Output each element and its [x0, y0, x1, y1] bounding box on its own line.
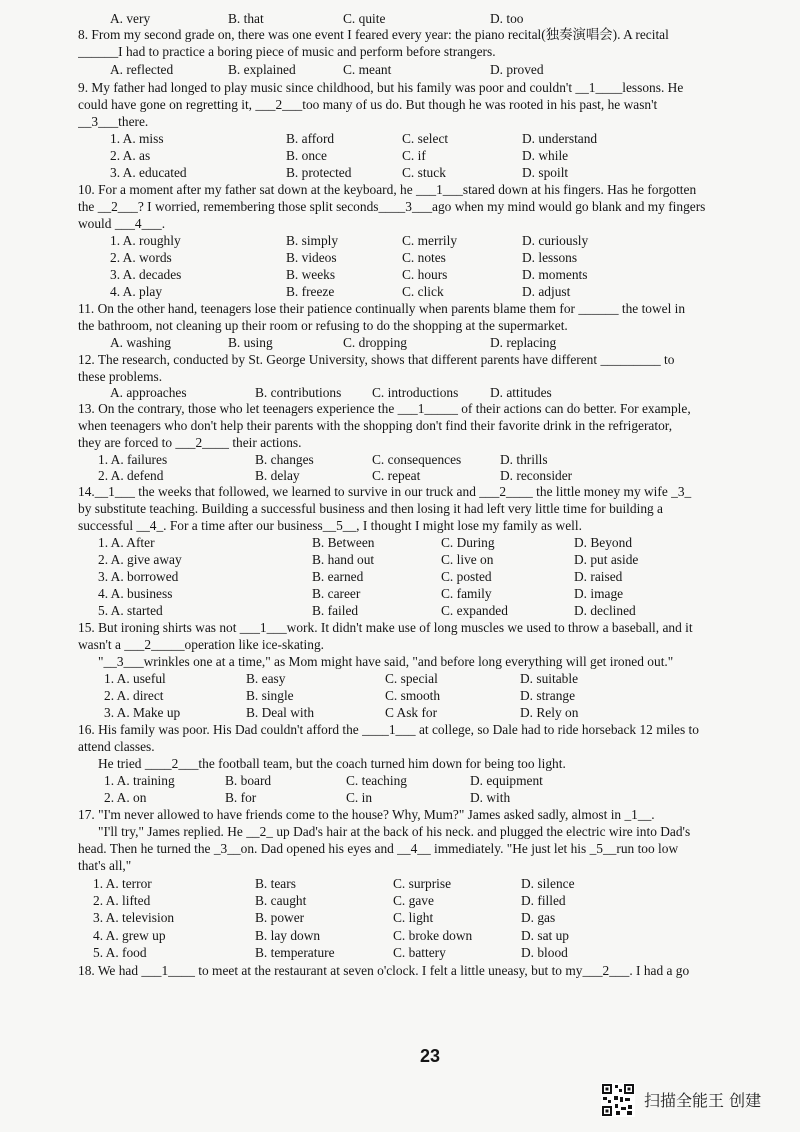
answer-option: B. changes — [255, 452, 314, 467]
answer-option: C. battery — [393, 945, 446, 960]
answer-option: D. spoilt — [522, 165, 569, 180]
answer-option: D. image — [574, 586, 624, 601]
answer-option: D. strange — [520, 688, 576, 703]
answer-option: D. blood — [521, 945, 568, 960]
answer-option: B. career — [312, 586, 361, 601]
text-line: the __2___? I worried, remembering those split seconds____3___ago when my mind would go blank and my fingers — [78, 199, 706, 214]
answer-option: D. put aside — [574, 552, 639, 567]
answer-option: D. curiously — [522, 233, 589, 248]
answer-option: 3. A. decades — [110, 267, 182, 282]
answer-option: 2. A. direct — [104, 688, 164, 703]
answer-option: B. Deal with — [246, 705, 315, 720]
answer-option: A. very — [110, 11, 151, 26]
answer-option: 2. A. give away — [98, 552, 182, 567]
answer-option: C. select — [402, 131, 449, 146]
answer-option: B. power — [255, 910, 305, 925]
answer-option: D. replacing — [490, 335, 557, 350]
answer-option: B. hand out — [312, 552, 375, 567]
answer-option: C. quite — [343, 11, 386, 26]
answer-option: B. failed — [312, 603, 359, 618]
answer-option: C. gave — [393, 893, 434, 908]
answer-option: 4. A. grew up — [93, 928, 166, 943]
answer-option: 2. A. words — [110, 250, 172, 265]
answer-option: C. meant — [343, 62, 392, 77]
answer-option: D. while — [522, 148, 569, 163]
indented-text-line: He tried ____2___the football team, but the coach turned him down for being too light. — [98, 756, 566, 771]
answer-option: C. click — [402, 284, 444, 299]
indented-text-line: "I'll try," James replied. He __2_ up Dad's hair at the back of his neck. and plugged the electric wire into Dad's — [98, 824, 691, 839]
answer-option: C. if — [402, 148, 426, 163]
answer-option: B. once — [286, 148, 327, 163]
answer-option: 2. A. as — [110, 148, 151, 163]
answer-option: C Ask for — [385, 705, 438, 720]
answer-option: D. Rely on — [520, 705, 579, 720]
answer-option: B. Between — [312, 535, 375, 550]
text-line: __3___there. — [78, 114, 149, 129]
answer-option: D. gas — [521, 910, 556, 925]
text-line: 13. On the contrary, those who let teenagers experience the ___1_____ of their actions can do better. For example, — [78, 401, 691, 416]
answer-option: C. light — [393, 910, 434, 925]
answer-option: 1. A. roughly — [110, 233, 181, 248]
text-line: that's all," — [78, 858, 132, 873]
answer-option: B. lay down — [255, 928, 321, 943]
answer-option: B. protected — [286, 165, 352, 180]
answer-option: 3. A. educated — [110, 165, 187, 180]
answer-option: B. contributions — [255, 385, 342, 400]
text-line: 9. My father had longed to play music since childhood, but his family was poor and couldn't __1____lessons. He — [78, 80, 684, 95]
answer-option: D. understand — [522, 131, 598, 146]
answer-option: D. declined — [574, 603, 636, 618]
text-line: when teenagers who don't help their parents with the shopping don't find their favorite drink in the refrigerator, — [78, 418, 673, 433]
answer-option: B. freeze — [286, 284, 335, 299]
answer-option: D. suitable — [520, 671, 579, 686]
answer-option: B. that — [228, 11, 264, 26]
answer-option: B. single — [246, 688, 294, 703]
answer-option: A. reflected — [110, 62, 174, 77]
answer-option: C. consequences — [372, 452, 462, 467]
text-line: 15. But ironing shirts was not ___1___work. It didn't make use of long muscles we used to throw a baseball, and it — [78, 620, 693, 635]
answer-option: C. smooth — [385, 688, 441, 703]
answer-option: 4. A. business — [98, 586, 173, 601]
answer-option: D. too — [490, 11, 524, 26]
answer-option: A. approaches — [110, 385, 187, 400]
page-number: 23 — [419, 1046, 441, 1066]
answer-option: D. silence — [521, 876, 575, 891]
text-line: 11. On the other hand, teenagers lose their patience continually when parents blame them for ______ the towel in — [78, 301, 686, 316]
text-line: by substitute teaching. Building a successful business and then losing it had left very little time for building a — [78, 501, 663, 516]
text-line: attend classes. — [78, 739, 155, 754]
answer-option: C. broke down — [393, 928, 473, 943]
answer-option: B. simply — [286, 233, 339, 248]
text-line: successful __4_. For a time after our business__5__, I thought I might lose my family as well. — [78, 518, 582, 533]
answer-option: 1. A. After — [98, 535, 155, 550]
answer-option: B. caught — [255, 893, 307, 908]
answer-option: B. afford — [286, 131, 335, 146]
answer-option: B. explained — [228, 62, 296, 77]
answer-option: B. temperature — [255, 945, 335, 960]
answer-option: 1. A. failures — [98, 452, 168, 467]
answer-option: D. reconsider — [500, 468, 573, 483]
answer-option: 5. A. started — [98, 603, 163, 618]
scanner-app-label: 扫描全能王 创建 — [644, 1091, 762, 1110]
answer-option: D. moments — [522, 267, 588, 282]
answer-option: C. posted — [441, 569, 492, 584]
answer-option: 2. A. on — [104, 790, 147, 805]
answer-option: D. thrills — [500, 452, 548, 467]
text-line: the bathroom, not cleaning up their room or refusing to do the shopping at the supermarket. — [78, 318, 568, 333]
text-line: 10. For a moment after my father sat down at the keyboard, he ___1___stared down at his fingers. Has he forgotten — [78, 182, 697, 197]
answer-option: D. filled — [521, 893, 566, 908]
text-line: 8. From my second grade on, there was one event I feared every year: the piano recital(独奏演唱会). A recital — [78, 27, 669, 42]
answer-option: B. weeks — [286, 267, 336, 282]
answer-option: C. notes — [402, 250, 446, 265]
answer-option: 3. A. television — [93, 910, 175, 925]
text-line: 16. His family was poor. His Dad couldn't afford the ____1___ at college, so Dale had to ride horseback 12 miles to — [78, 722, 699, 737]
text-line: 17. "I'm never allowed to have friends come to the house? Why, Mum?" James asked sadly, almost in _1__. — [78, 807, 655, 822]
answer-option: B. tears — [255, 876, 296, 891]
answer-option: B. board — [225, 773, 272, 788]
answer-option: 4. A. play — [110, 284, 163, 299]
answer-option: B. videos — [286, 250, 337, 265]
text-line: head. Then he turned the _3__on. Dad opened his eyes and __4__ immediately. "He just let his _5__run too low — [78, 841, 679, 856]
answer-option: 3. A. borrowed — [98, 569, 179, 584]
text-line: could have gone on regretting it, ___2___too many of us do. But though he was rooted in his past, he wasn't — [78, 97, 658, 112]
answer-option: 2. A. defend — [98, 468, 164, 483]
answer-option: B. earned — [312, 569, 364, 584]
text-line: ______I had to practice a boring piece of music and perform before strangers. — [78, 44, 496, 59]
answer-option: B. delay — [255, 468, 300, 483]
answer-option: C. During — [441, 535, 495, 550]
answer-option: C. expanded — [441, 603, 508, 618]
answer-option: D. sat up — [521, 928, 569, 943]
text-line: would ___4___. — [78, 216, 166, 231]
answer-option: 5. A. food — [93, 945, 147, 960]
answer-option: D. adjust — [522, 284, 571, 299]
answer-option: C. in — [346, 790, 373, 805]
text-line: these problems. — [78, 369, 163, 384]
answer-option: C. family — [441, 586, 492, 601]
answer-option: D. raised — [574, 569, 623, 584]
text-line: they are forced to ___2____ their actions. — [78, 435, 302, 450]
text-line: 14.__1___ the weeks that followed, we learned to survive in our truck and ___2____ the little money my wife _3_ — [78, 484, 692, 499]
answer-option: D. with — [470, 790, 511, 805]
answer-option: C. introductions — [372, 385, 459, 400]
answer-option: D. proved — [490, 62, 544, 77]
answer-option: 2. A. lifted — [93, 893, 151, 908]
answer-option: C. special — [385, 671, 438, 686]
answer-option: B. easy — [246, 671, 286, 686]
indented-text-line: "__3___wrinkles one at a time," as Mom might have said, "and before long everything will get ironed out." — [98, 654, 674, 669]
answer-option: D. Beyond — [574, 535, 633, 550]
answer-option: D. attitudes — [490, 385, 552, 400]
answer-option: C. repeat — [372, 468, 421, 483]
answer-option: 1. A. terror — [93, 876, 152, 891]
answer-option: C. live on — [441, 552, 494, 567]
text-line: 18. We had ___1____ to meet at the restaurant at seven o'clock. I felt a little uneasy, but to my___2___. I had a go — [78, 963, 690, 978]
answer-option: C. stuck — [402, 165, 446, 180]
answer-option: C. merrily — [402, 233, 458, 248]
answer-option: 3. A. Make up — [104, 705, 181, 720]
answer-option: C. teaching — [346, 773, 407, 788]
qr-code-icon — [601, 1083, 635, 1117]
answer-option: C. hours — [402, 267, 448, 282]
answer-option: B. for — [225, 790, 257, 805]
answer-option: B. using — [228, 335, 273, 350]
answer-option: C. dropping — [343, 335, 407, 350]
answer-option: D. lessons — [522, 250, 578, 265]
answer-option: 1. A. miss — [110, 131, 164, 146]
answer-option: A. washing — [110, 335, 171, 350]
text-line: wasn't a ___2_____operation like ice-skating. — [78, 637, 324, 652]
answer-option: 1. A. useful — [104, 671, 166, 686]
text-line: 12. The research, conducted by St. George University, shows that different parents have different _________ to — [78, 352, 675, 367]
answer-option: C. surprise — [393, 876, 452, 891]
answer-option: 1. A. training — [104, 773, 175, 788]
answer-option: D. equipment — [470, 773, 543, 788]
